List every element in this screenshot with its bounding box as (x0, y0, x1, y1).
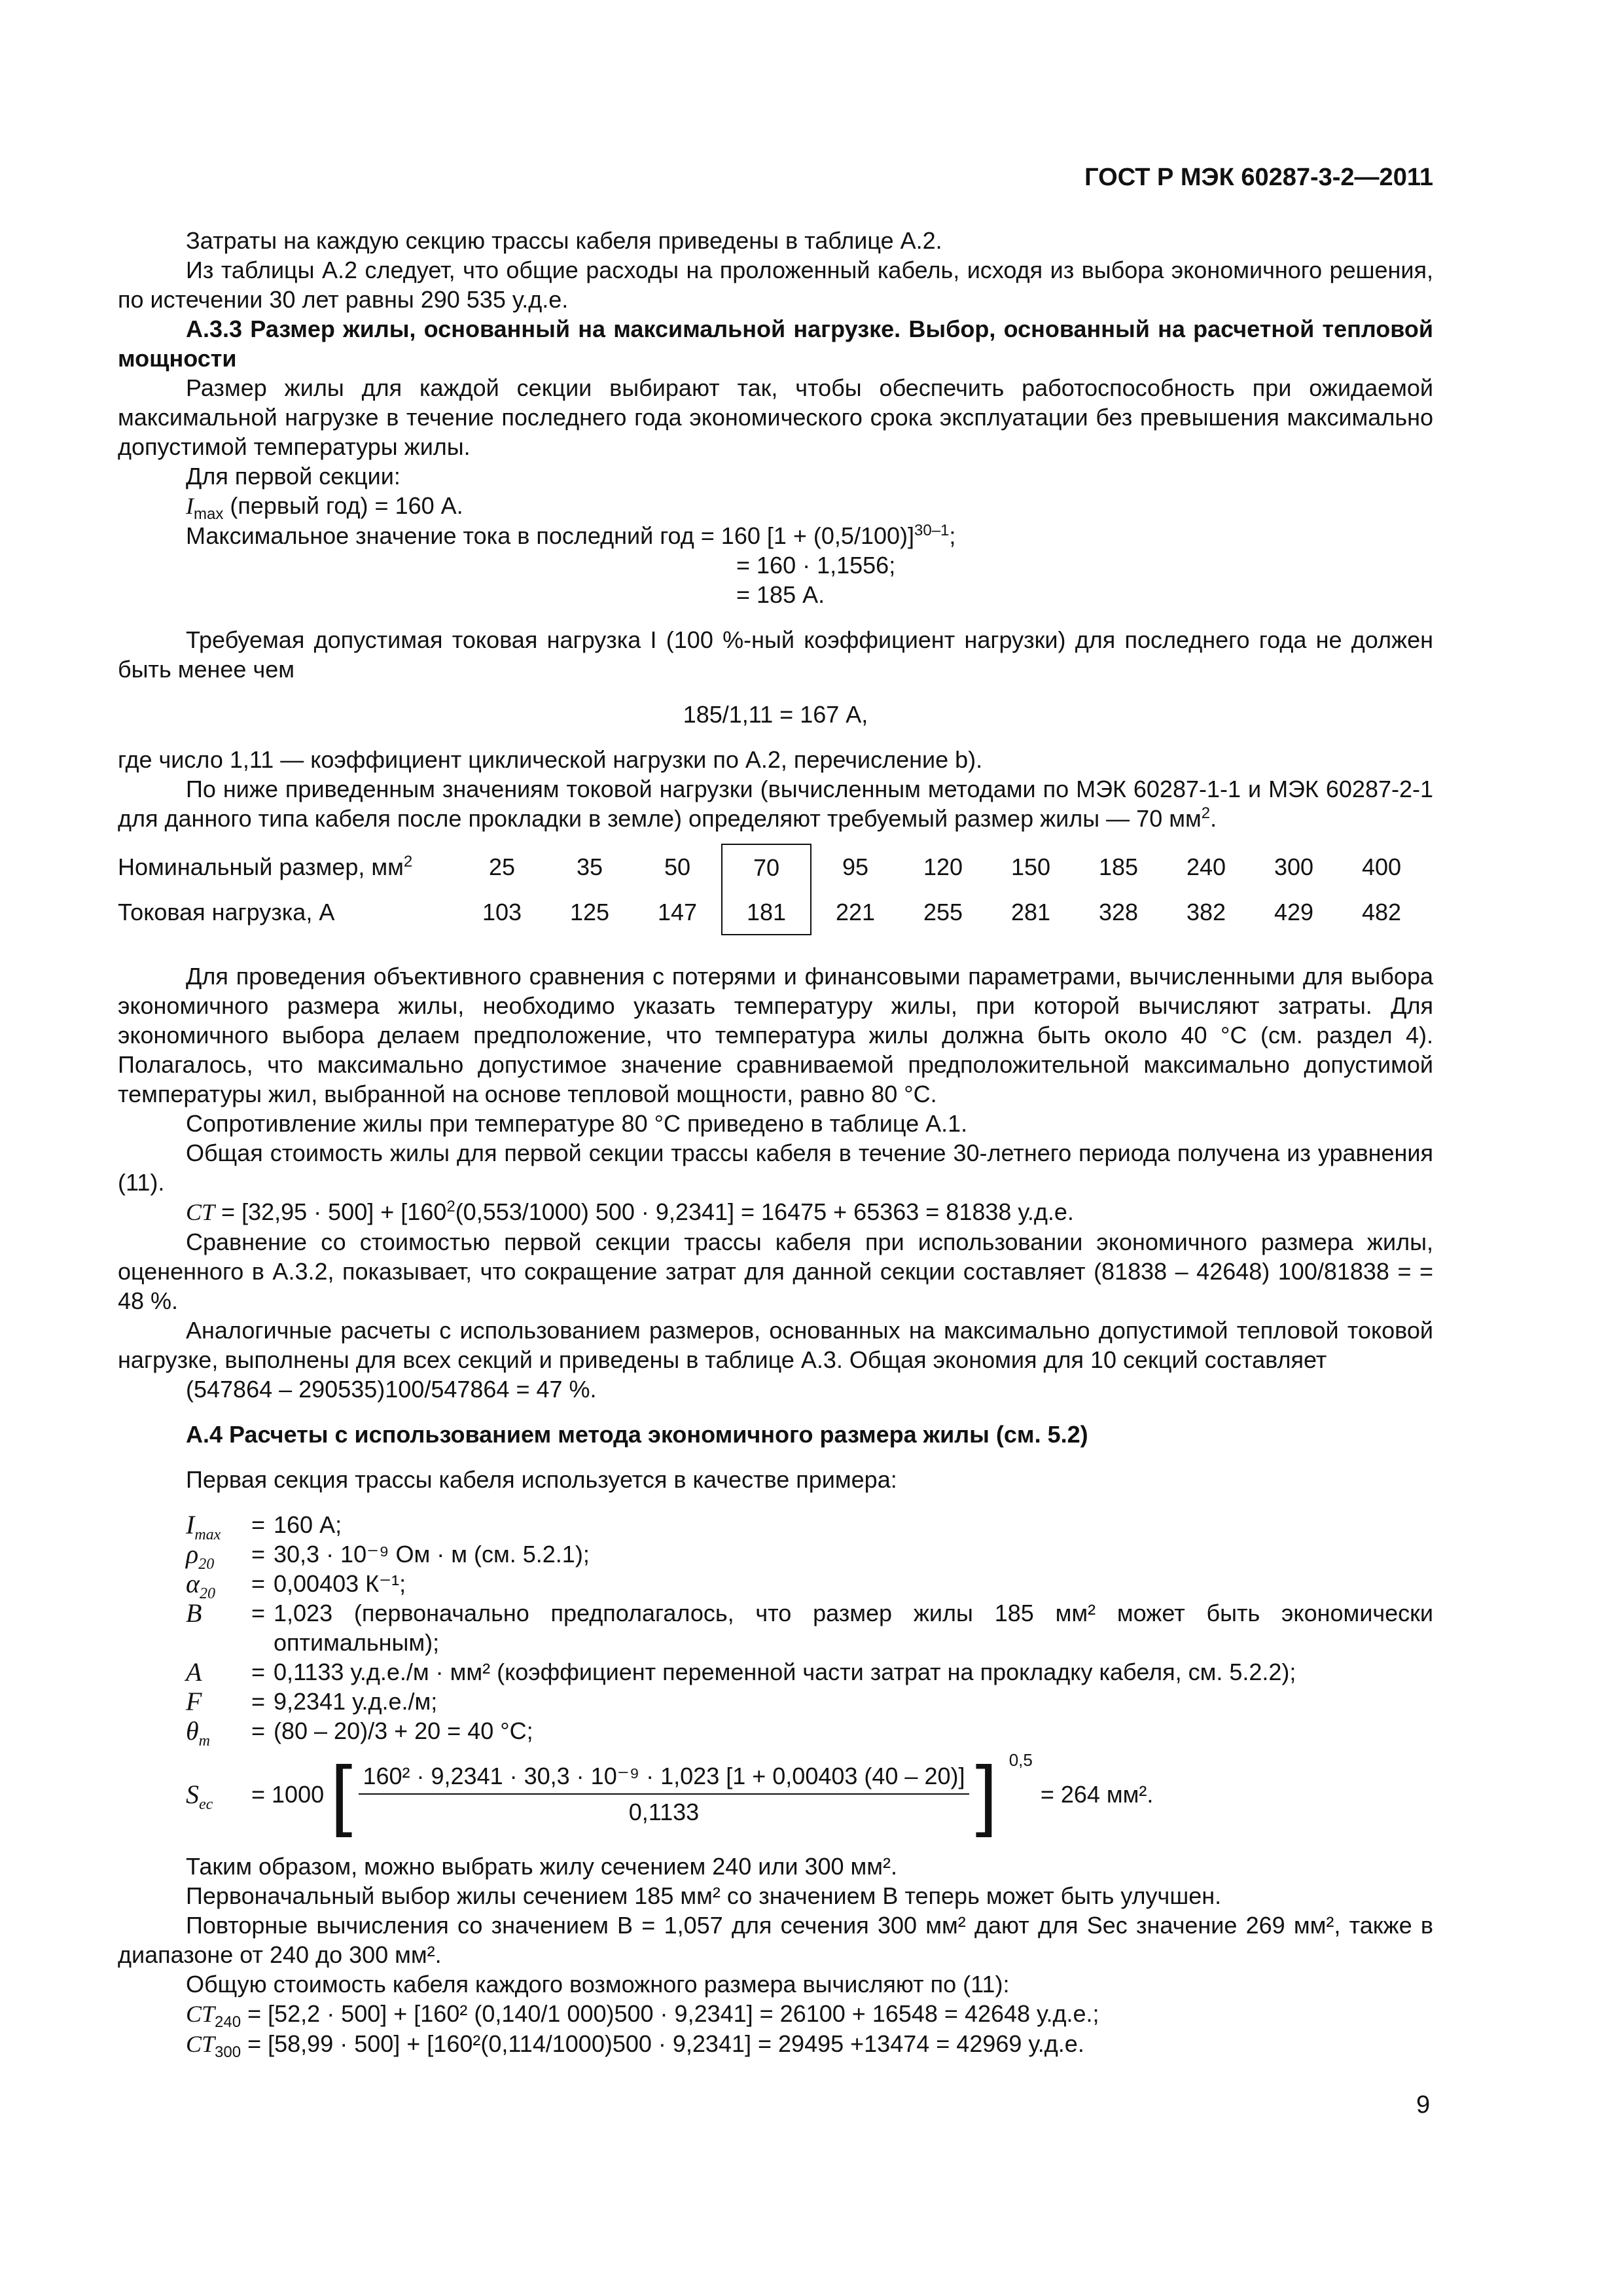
paragraph: Первоначальный выбор жилы сечением 185 мм² со значением B теперь может быть улучшен. (186, 1882, 1222, 1909)
table-cell: 429 (1274, 899, 1314, 925)
table-row-label: Номинальный размер, $мм^2$ (118, 853, 413, 880)
paragraph: Затраты на каждую секцию трассы кабеля приведены в таблице А.2. (186, 227, 942, 254)
table-cell: 185 (1098, 853, 1139, 880)
table-cell: 35 (576, 853, 603, 880)
fraction (352, 1761, 975, 1827)
table-cell: 240 (1186, 853, 1226, 880)
definition-row: $\rho_{20}$ = 30,3 · 10⁻⁹ Ом · м (см. 5.2.1); (186, 1539, 590, 1573)
paragraph: Первая секция трассы кабеля используется в качестве примера: (186, 1466, 897, 1493)
definition-row: A = 0,1133 у.д.е./м · мм² (коэффициент переменной части затрат на прокладку кабеля, см. 5.2.2); (186, 1657, 1296, 1687)
table-cell: 400 (1361, 853, 1402, 880)
paragraph: Сопротивление жилы при температуре 80 °С приведено в таблице А.1. (186, 1110, 968, 1137)
table-cell: 25 (488, 853, 516, 880)
table-cell: 147 (657, 899, 698, 925)
table-cell-highlighted: 181 (722, 889, 811, 935)
max-current-line: Максимальное значение тока в последний год = 160 $[1 + (0,5/100)]^{30-1}$; (186, 522, 956, 549)
fraction-denominator: 0,1133 (628, 1799, 700, 1825)
table-cell: 382 (1186, 899, 1226, 925)
ct240-equation: $CT_{240} = [52,2 \cdot 500] + [160^2$ (0,140/1 000)500 · 9,2341] = 26100 + 16548 = 42648 у.д.е.; (186, 2000, 1099, 2032)
fraction-numerator: 160² · 9,2341 · 30,3 · 10⁻⁹ · 1,023 [1 + 0,00403 (40 – 20)] (359, 1761, 969, 1795)
paragraph: Для проведения объективного сравнения с потерями и финансовыми параметрами, вычисленными для выбора экономичного размера жилы, необходимо указать температуру жилы, при которой вычисляют затраты. Для экономичного выбора делаем предположение, что температура жилы должна быть около 40 °С (см. раздел 4). Полагалось, что максимально допустимое значение сравниваемой предположительной максимально допустимой температуры жил, выбранной на основе тепловой мощности, равно 80 °С. (118, 963, 1433, 1107)
definition-row: B = 1,023 (первоначально предполагалось, что размер жилы 185 мм² может быть экономически оптимальным); (186, 1598, 1433, 1656)
equation-line: = 185 А. (736, 581, 825, 608)
ct-equation: CT = $[32,95 \cdot 500] + [160^2(0,553/1000) 500 \cdot 9,2341] = 16475 + 65363 = 81838$ у.д.е. (186, 1198, 1074, 1225)
imax-line: $I_{max}$ (первый год) = 160 А. (186, 492, 463, 524)
table-cell: 95 (842, 853, 869, 880)
paragraph: Из таблицы А.2 следует, что общие расходы на проложенный кабель, исходя из выбора экономичного решения, по истечении 30 лет равны 290 535 у.д.е. (118, 257, 1433, 313)
table-row (118, 889, 1425, 935)
equation-line: 185/1,11 = 167 А, (683, 701, 868, 728)
section-heading-a33: А.3.3 Размер жилы, основанный на максимальной нагрузке. Выбор, основанный на расчетной тепловой мощности (118, 315, 1433, 372)
table-cell-highlighted: 70 (722, 844, 811, 889)
paragraph: (547864 – 290535)100/547864 = 47 %. (186, 1376, 597, 1403)
table-cell: 482 (1361, 899, 1402, 925)
table-cell: 150 (1010, 853, 1051, 880)
table-cell: 103 (482, 899, 522, 925)
paragraph: Размер жилы для каждой секции выбирают так, чтобы обеспечить работоспособность при ожидаемой максимальной нагрузке в течение последнего года экономического срока эксплуатации без превышения максимально допустимой температуры жилы. (118, 374, 1433, 460)
definition-row: F = 9,2341 у.д.е./м; (186, 1687, 438, 1716)
table-cell: 221 (835, 899, 876, 925)
paragraph: Повторные вычисления со значением B = 1,057 для сечения 300 мм² дают для Sec значение 269 мм², также в диапазоне от 240 до 300 мм². (118, 1912, 1433, 1968)
size-current-table (118, 844, 1425, 935)
table-row-label: Токовая нагрузка, А (118, 899, 335, 925)
table-cell: 255 (923, 899, 963, 925)
formula-bracket: [ $\frac{\text{160² · 9,2341 · 30,3 · 10⁻⁹ · 1,023 [1 + 0,00403 (40 – 20)]}}{0,1133}$ ] 0,5 (330, 1755, 997, 1833)
parameter-definitions (186, 1510, 1433, 1749)
paragraph: По ниже приведенным значениям токовой нагрузки (вычисленным методами по МЭК 60287-1-1 и МЭК 60287-2-1 для данного типа кабеля после прокладки в земле) определяют требуемый размер жилы — 70 $мм^2$. (118, 776, 1433, 832)
page-number: 9 (1416, 2091, 1431, 2119)
paragraph: Общая стоимость жилы для первой секции трассы кабеля в течение 30-летнего периода получена из уравнения (11). (118, 1139, 1433, 1196)
formula-exponent: 0,5 (1008, 1750, 1033, 1770)
equation-line: = 160 · 1,1556; (736, 552, 896, 579)
definition-row: $\theta_m$ = (80 – 20)/3 + 20 = 40 °С; (186, 1716, 533, 1749)
document-body (118, 226, 1433, 2062)
formula-result: = 264 мм². (1040, 1780, 1154, 1808)
section-heading-a4: А.4 Расчеты с использованием метода экономичного размера жилы (см. 5.2) (186, 1421, 1088, 1448)
ct300-equation: $CT_{300} = [58,99 \cdot 500] + [160^2(0,114/1000)500 \cdot 9,2341] = 29495 +13474 = 42969$ у.д.е. (186, 2030, 1084, 2062)
definition-row: $I_{max}$ = 160 А; (186, 1510, 342, 1543)
table-cell: 50 (664, 853, 691, 880)
paragraph: Сравнение со стоимостью первой секции трассы кабеля при использовании экономичного размера жилы, оцененного в А.3.2, показывает, что сокращение затрат для данной секции составляет (81838 – 42648) 100/81838 = = 48 %. (118, 1229, 1433, 1314)
paragraph: где число 1,11 — коэффициент циклической нагрузки по А.2, перечисление b). (118, 746, 983, 773)
table-cell: 300 (1274, 853, 1314, 880)
document-header: ГОСТ Р МЭК 60287-3-2—2011 (1084, 164, 1433, 191)
table-row (118, 844, 1425, 889)
sec-formula: $S_{ec}$ = 1000 [ $\frac{\text{160² · 9,2341 · 30,3 · 10⁻⁹ · 1,023 [1 + 0,00403 (40 – 20)]}}{0,1133}$ ] 0,5 = 264 мм². (186, 1755, 1433, 1833)
paragraph: Для первой секции: (186, 463, 401, 490)
table-cell: 120 (923, 853, 963, 880)
paragraph: Аналогичные расчеты с использованием размеров, основанных на максимально допустимой тепловой токовой нагрузке, выполнены для всех секций и приведены в таблице А.3. Общая экономия для 10 секций составляет (118, 1317, 1433, 1373)
paragraph: Требуемая допустимая токовая нагрузка I (100 %-ный коэффициент нагрузки) для последнего года не должен быть менее чем (118, 626, 1433, 683)
paragraph: Таким образом, можно выбрать жилу сечением 240 или 300 мм². (186, 1853, 898, 1880)
definition-row: $\alpha_{20}$ = 0,00403 К⁻¹; (186, 1569, 406, 1602)
table-cell: 328 (1098, 899, 1139, 925)
table-cell: 281 (1010, 899, 1051, 925)
paragraph: Общую стоимость кабеля каждого возможного размера вычисляют по (11): (186, 1971, 1010, 1998)
table-cell: 125 (569, 899, 610, 925)
